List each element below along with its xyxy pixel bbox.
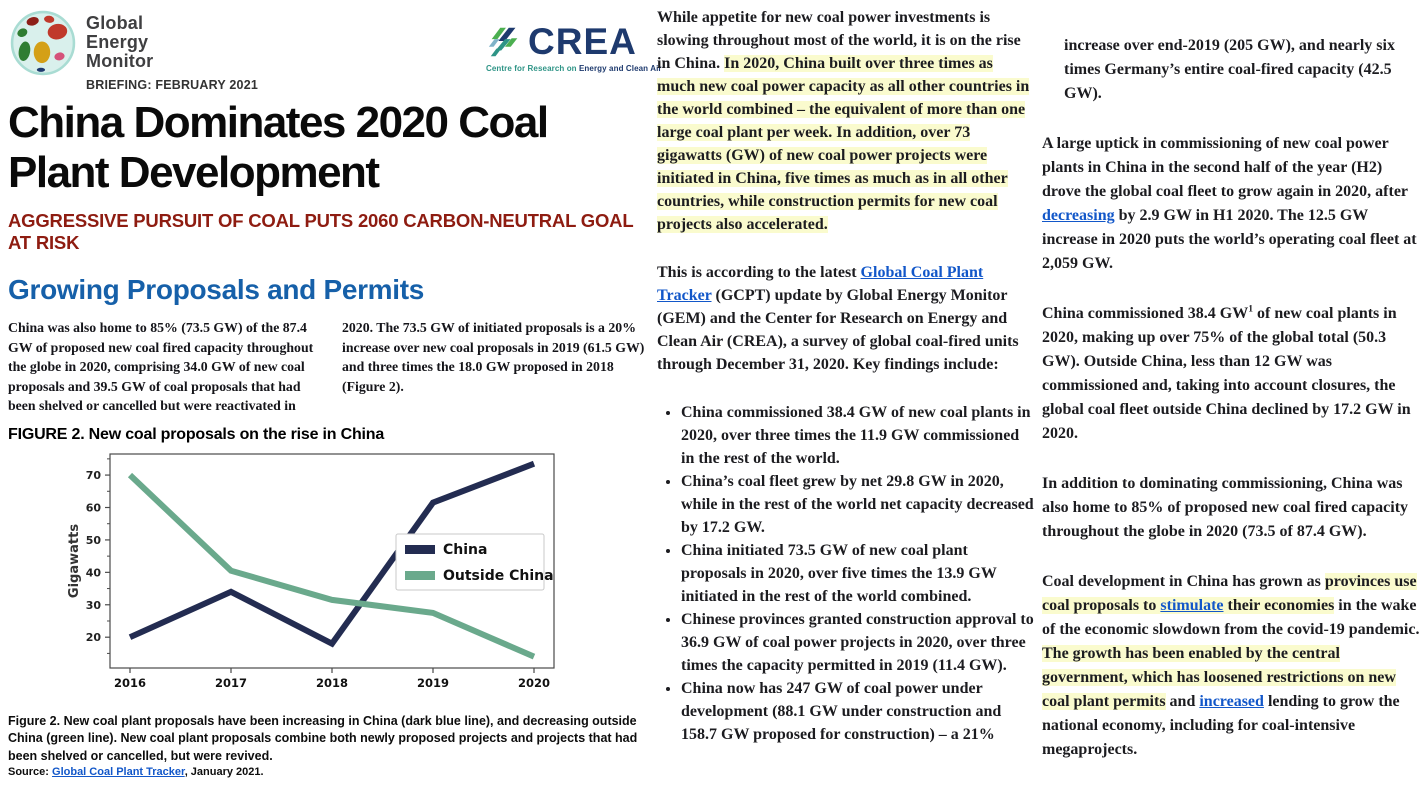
legend-swatch <box>405 545 435 554</box>
text-segment: The growth has been enabled by the central government, which has loosened restrictions on new coal plant permits <box>1042 645 1396 710</box>
text-segment: This is according to the latest <box>657 264 861 281</box>
lead-paragraph <box>657 6 1035 236</box>
intro-col-right: 2020. The 73.5 GW of initiated proposals is a 20% increase over new coal proposals in 2019 (61.5 GW) and three times the 18.0 GW proposed in 2018 (Figure 2). <box>342 320 645 394</box>
text-link[interactable]: increased <box>1199 693 1264 710</box>
key-finding-item: • Chinese provinces granted construction approval to 36.9 GW of coal power projects in 2020, over three times the capacity permitted in 2019 (11.4 GW). <box>681 608 1035 677</box>
text-segment: While appetite for new coal power investments is slowing throughout most of the world, it is on the rise in China. <box>657 9 1021 72</box>
left-column <box>8 8 662 778</box>
text-segment: Coal development in China has grown as <box>1042 573 1325 590</box>
text-segment: Source: <box>8 766 53 778</box>
attribution-paragraph <box>657 261 1035 376</box>
text-segment: their economies <box>1223 597 1335 614</box>
text-segment: (GCPT) update by Global Energy Monitor (GEM) and the Center for Research on Energy and Clean Air (CREA), a survey of global coal-fired units through December 31, 2020. Key findings include: <box>657 287 1019 373</box>
y-tick-label: 50 <box>85 533 101 547</box>
crea-tagline-part2: Energy and Clean Air <box>579 64 662 73</box>
gem-logo <box>10 10 153 76</box>
text-segment: lending to grow the national economy, including for coal-intensive megaprojects. <box>1042 693 1400 758</box>
page-subtitle: AGGRESSIVE PURSUIT OF COAL PUTS 2060 CARBON-NEUTRAL GOAL AT RISK <box>8 210 634 253</box>
crea-logo <box>486 21 662 73</box>
gem-logo-text <box>86 14 153 76</box>
x-tick-label: 2019 <box>416 675 450 690</box>
figure2-chart <box>64 446 650 703</box>
figure-source <box>8 766 650 778</box>
legend-swatch <box>405 571 435 580</box>
body-paragraph <box>1042 570 1420 762</box>
y-tick-label: 60 <box>85 501 101 514</box>
text-segment: A large uptick in commissioning of new coal power plants in China in the second half of the year (H2) drove the global coal fleet to grow again in 2020, after <box>1042 135 1408 200</box>
gem-logo-line2: Energy <box>86 32 149 52</box>
text-link[interactable]: stimulate <box>1160 597 1224 614</box>
y-tick-label: 30 <box>85 598 101 612</box>
masthead <box>8 8 662 94</box>
text-segment: of new coal plants in 2020, making up over 75% of the global total (50.3 GW). Outside China, less than 12 GW was commissioned and, taking into account closures, the global coal fleet outside China declined by 17.2 GW in 2020. <box>1042 305 1411 442</box>
figure-caption <box>8 713 648 766</box>
y-tick-label: 20 <box>85 630 101 644</box>
x-tick-label: 2017 <box>214 675 248 690</box>
figure2-line-chart-svg <box>64 446 564 698</box>
crea-icon <box>486 22 524 62</box>
text-segment: In addition to dominating commissioning, China was also home to 85% of proposed new coal fired capacity throughout the globe in 2020 (73.5 of 87.4 GW). <box>1042 475 1409 540</box>
text-link[interactable]: decreasing <box>1042 207 1115 224</box>
y-tick-label: 40 <box>85 565 101 579</box>
x-tick-label: 2016 <box>113 675 147 690</box>
x-tick-label: 2020 <box>517 675 551 690</box>
body-paragraph <box>1042 132 1420 276</box>
text-segment: in the wake of the economic slowdown from the covid-19 pandemic. <box>1042 597 1420 638</box>
text-link[interactable]: Global Coal Plant Tracker <box>657 264 984 304</box>
globe-icon <box>10 10 76 76</box>
right-column <box>1042 34 1420 788</box>
key-finding-item: • China initiated 73.5 GW of new coal plant proposals in 2020, over five times the 13.9 GW initiated in the rest of the world combined. <box>681 539 1035 608</box>
text-segment: New coal plant proposals have been increasing in China (dark blue line), and decreasing outside China (green line). New coal plant proposals combine both newly proposed projects and projects that had been shelved or cancelled, but were revived. <box>8 713 638 763</box>
key-findings-list <box>657 401 1035 746</box>
text-segment: 1 <box>1248 303 1254 315</box>
y-axis-label: Gigawatts <box>67 523 82 598</box>
y-tick-label: 70 <box>85 468 101 482</box>
legend-label: Outside China <box>443 567 554 584</box>
text-segment: by 2.9 GW in H1 2020. The 12.5 GW increase in 2020 puts the world’s operating coal fleet at 2,059 GW. <box>1042 207 1417 272</box>
crea-tagline <box>486 64 662 73</box>
middle-column <box>657 6 1035 746</box>
text-segment: China commissioned 38.4 GW <box>1042 305 1249 322</box>
body-paragraph <box>1042 34 1420 106</box>
text-segment: increase over end-2019 (205 GW), and nearly six times Germany’s entire coal-fired capacity (42.5 GW). <box>1064 37 1395 102</box>
gem-logo-line1: Global <box>86 13 144 33</box>
text-segment: and <box>1165 693 1200 710</box>
legend-label: China <box>443 541 488 558</box>
body-paragraph <box>1042 472 1420 544</box>
intro-col-left: China was also home to 85% (73.5 GW) of the 87.4 GW of proposed new coal fired capacity throughout the globe in 2020, comprising 34.0 GW of new coal proposals and 39.5 GW of coal proposals that had been shelved or cancelled but were reactivated in <box>8 320 314 413</box>
figure-title: FIGURE 2. New coal proposals on the rise in China <box>8 425 385 443</box>
text-segment: provinces use coal proposals to <box>1042 573 1417 614</box>
text-segment: In 2020, China built over three times as much new coal power capacity as all other countries in the world combined – the equivalent of more than one large coal plant per week. In addition, over 73 gigawatts (GW) of new coal power projects were initiated in China, five times as much as in all other countries, while construction permits for new coal projects also accelerated. <box>657 55 1030 233</box>
key-finding-item: • China’s coal fleet grew by net 29.8 GW in 2020, while in the rest of the world net capacity decreased by 17.2 GW. <box>681 470 1035 539</box>
intro-two-columns <box>8 318 650 416</box>
x-tick-label: 2018 <box>315 675 349 690</box>
gem-logo-line3: Monitor <box>86 51 154 71</box>
text-link[interactable]: Global Coal Plant Tracker <box>52 766 185 778</box>
key-finding-item: • China now has 247 GW of coal power under development (88.1 GW under construction and 158.7 GW proposed for construction) – a 21% <box>681 677 1035 746</box>
crea-tagline-part1: Centre for Research on <box>486 64 579 73</box>
page-title: China Dominates 2020 Coal Plant Development <box>8 98 548 197</box>
briefing-label: BRIEFING: FEBRUARY 2021 <box>86 78 258 92</box>
section-heading: Growing Proposals and Permits <box>8 274 425 305</box>
text-segment: , January 2021. <box>184 766 264 778</box>
crea-wordmark: CREA <box>528 21 637 62</box>
text-segment: Figure 2. <box>8 713 61 728</box>
body-paragraph <box>1042 302 1420 446</box>
key-finding-item: • China commissioned 38.4 GW of new coal plants in 2020, over three times the 11.9 GW commissioned in the rest of the world. <box>681 401 1035 470</box>
